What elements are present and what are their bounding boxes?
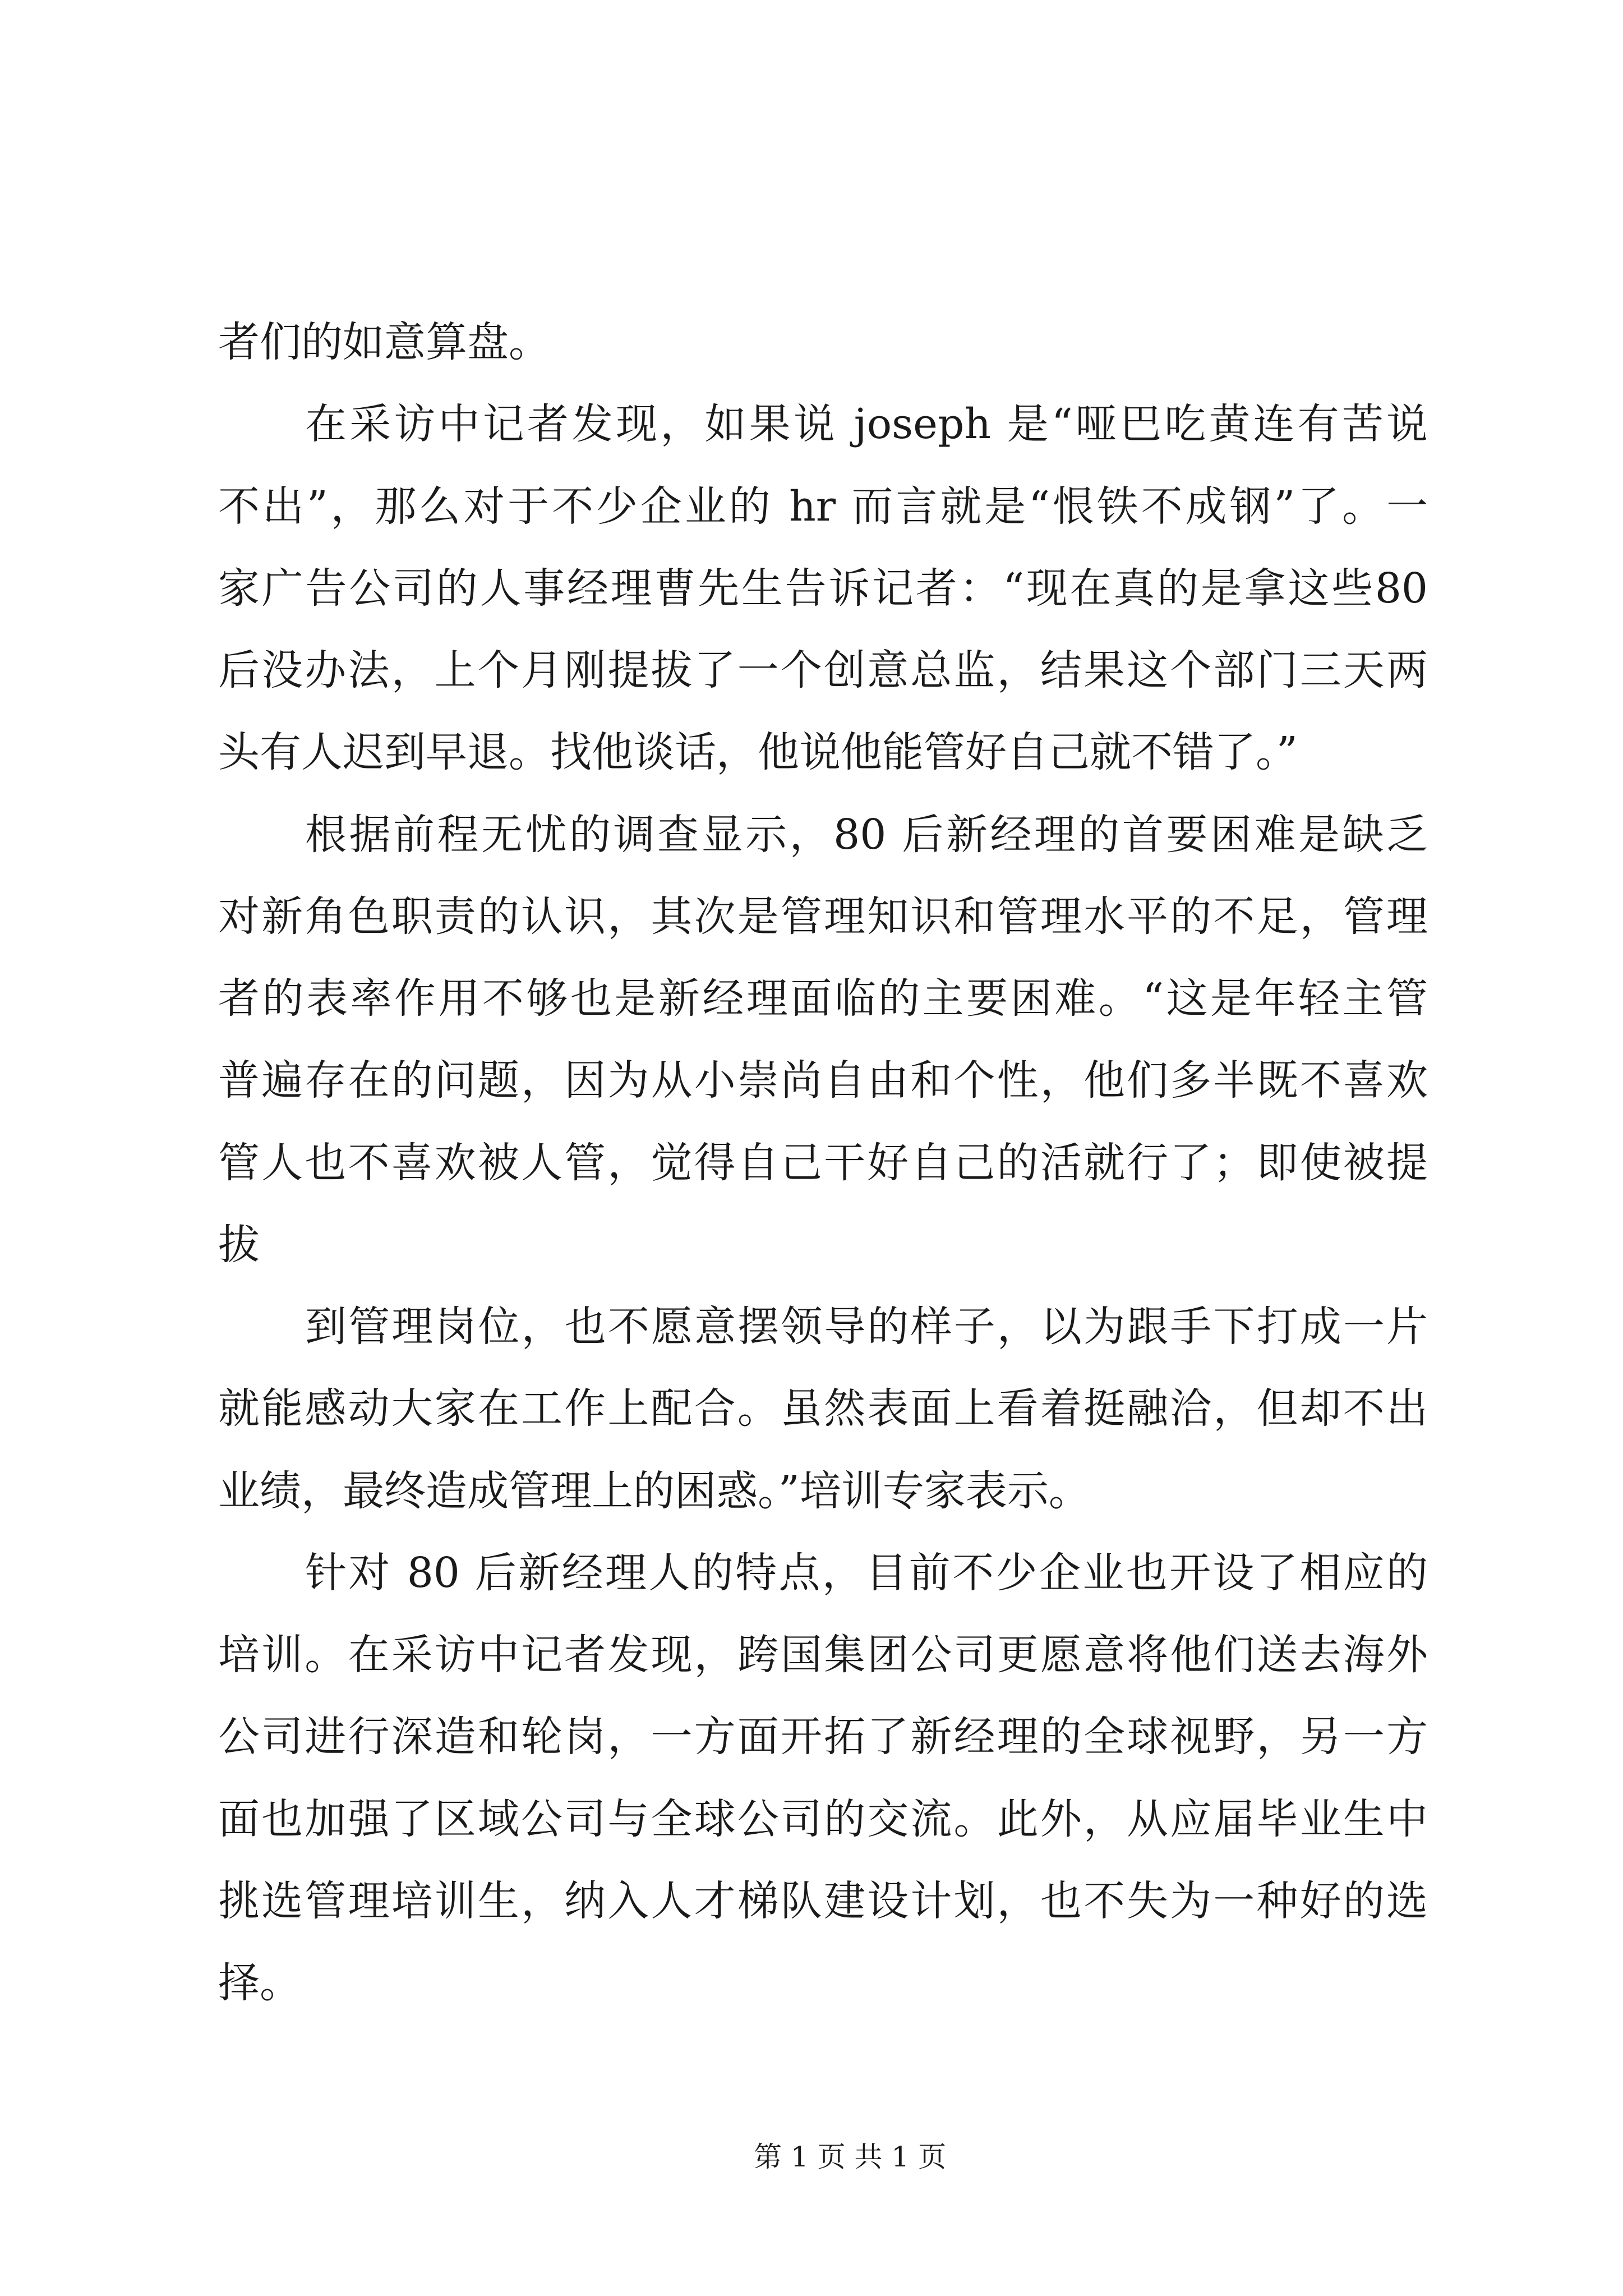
text-line: 择。 [218,1959,301,2007]
text-line: 后没办法，上个月刚提拔了一个创意总监，结果这个部门三天两 [218,646,1428,694]
text-line: 者们的如意算盘。 [218,318,550,366]
paragraph [218,301,1428,383]
text-line: 业绩，最终造成管理上的困惑。”培训专家表示。 [218,1466,1090,1515]
text-line: 根据前程无忧的调查显示，80 后新经理的首要困难是缺乏 [305,810,1428,859]
text-line: 不出”，那么对于不少企业的 hr 而言就是“恨铁不成钢”了。一 [218,482,1428,531]
text-line: 家广告公司的人事经理曹先生告诉记者：“现在真的是拿这些80 [218,564,1428,613]
text-line: 拔 [218,1220,260,1269]
text-line: 培训。在采访中记者发现，跨国集团公司更愿意将他们送去海外 [218,1631,1428,1679]
text-line: 普遍存在的问题，因为从小崇尚自由和个性，他们多半既不喜欢 [218,1056,1428,1105]
paragraph [218,1532,1428,2024]
paragraph [218,383,1428,793]
text-line: 就能感动大家在工作上配合。虽然表面上看着挺融洽，但却不出 [218,1384,1428,1433]
text-line: 面也加强了区域公司与全球公司的交流。此外，从应届毕业生中 [218,1795,1428,1843]
text-line: 对新角色职责的认识，其次是管理知识和管理水平的不足，管理 [218,892,1428,941]
text-line: 头有人迟到早退。找他谈话，他说他能管好自己就不错了。” [218,728,1298,777]
text-line: 管人也不喜欢被人管，觉得自己干好自己的活就行了；即使被提 [218,1138,1428,1187]
document-body [218,301,1428,2024]
text-line: 公司进行深造和轮岗，一方面开拓了新经理的全球视野，另一方 [218,1713,1428,1761]
text-line: 到管理岗位，也不愿意摆领导的样子，以为跟手下打成一片 [305,1303,1428,1351]
text-line: 针对 80 后新经理人的特点，目前不少企业也开设了相应的 [305,1548,1428,1597]
text-line: 者的表率作用不够也是新经理面临的主要困难。“这是年轻主管 [218,974,1428,1023]
page-number-footer: 第 1 页 共 1 页 [754,2141,947,2173]
paragraph [218,794,1428,1286]
paragraph [218,1286,1428,1532]
text-line: 挑选管理培训生，纳入人才梯队建设计划，也不失为一种好的选 [218,1876,1428,1925]
text-line: 在采访中记者发现，如果说 joseph 是“哑巴吃黄连有苦说 [305,400,1428,449]
